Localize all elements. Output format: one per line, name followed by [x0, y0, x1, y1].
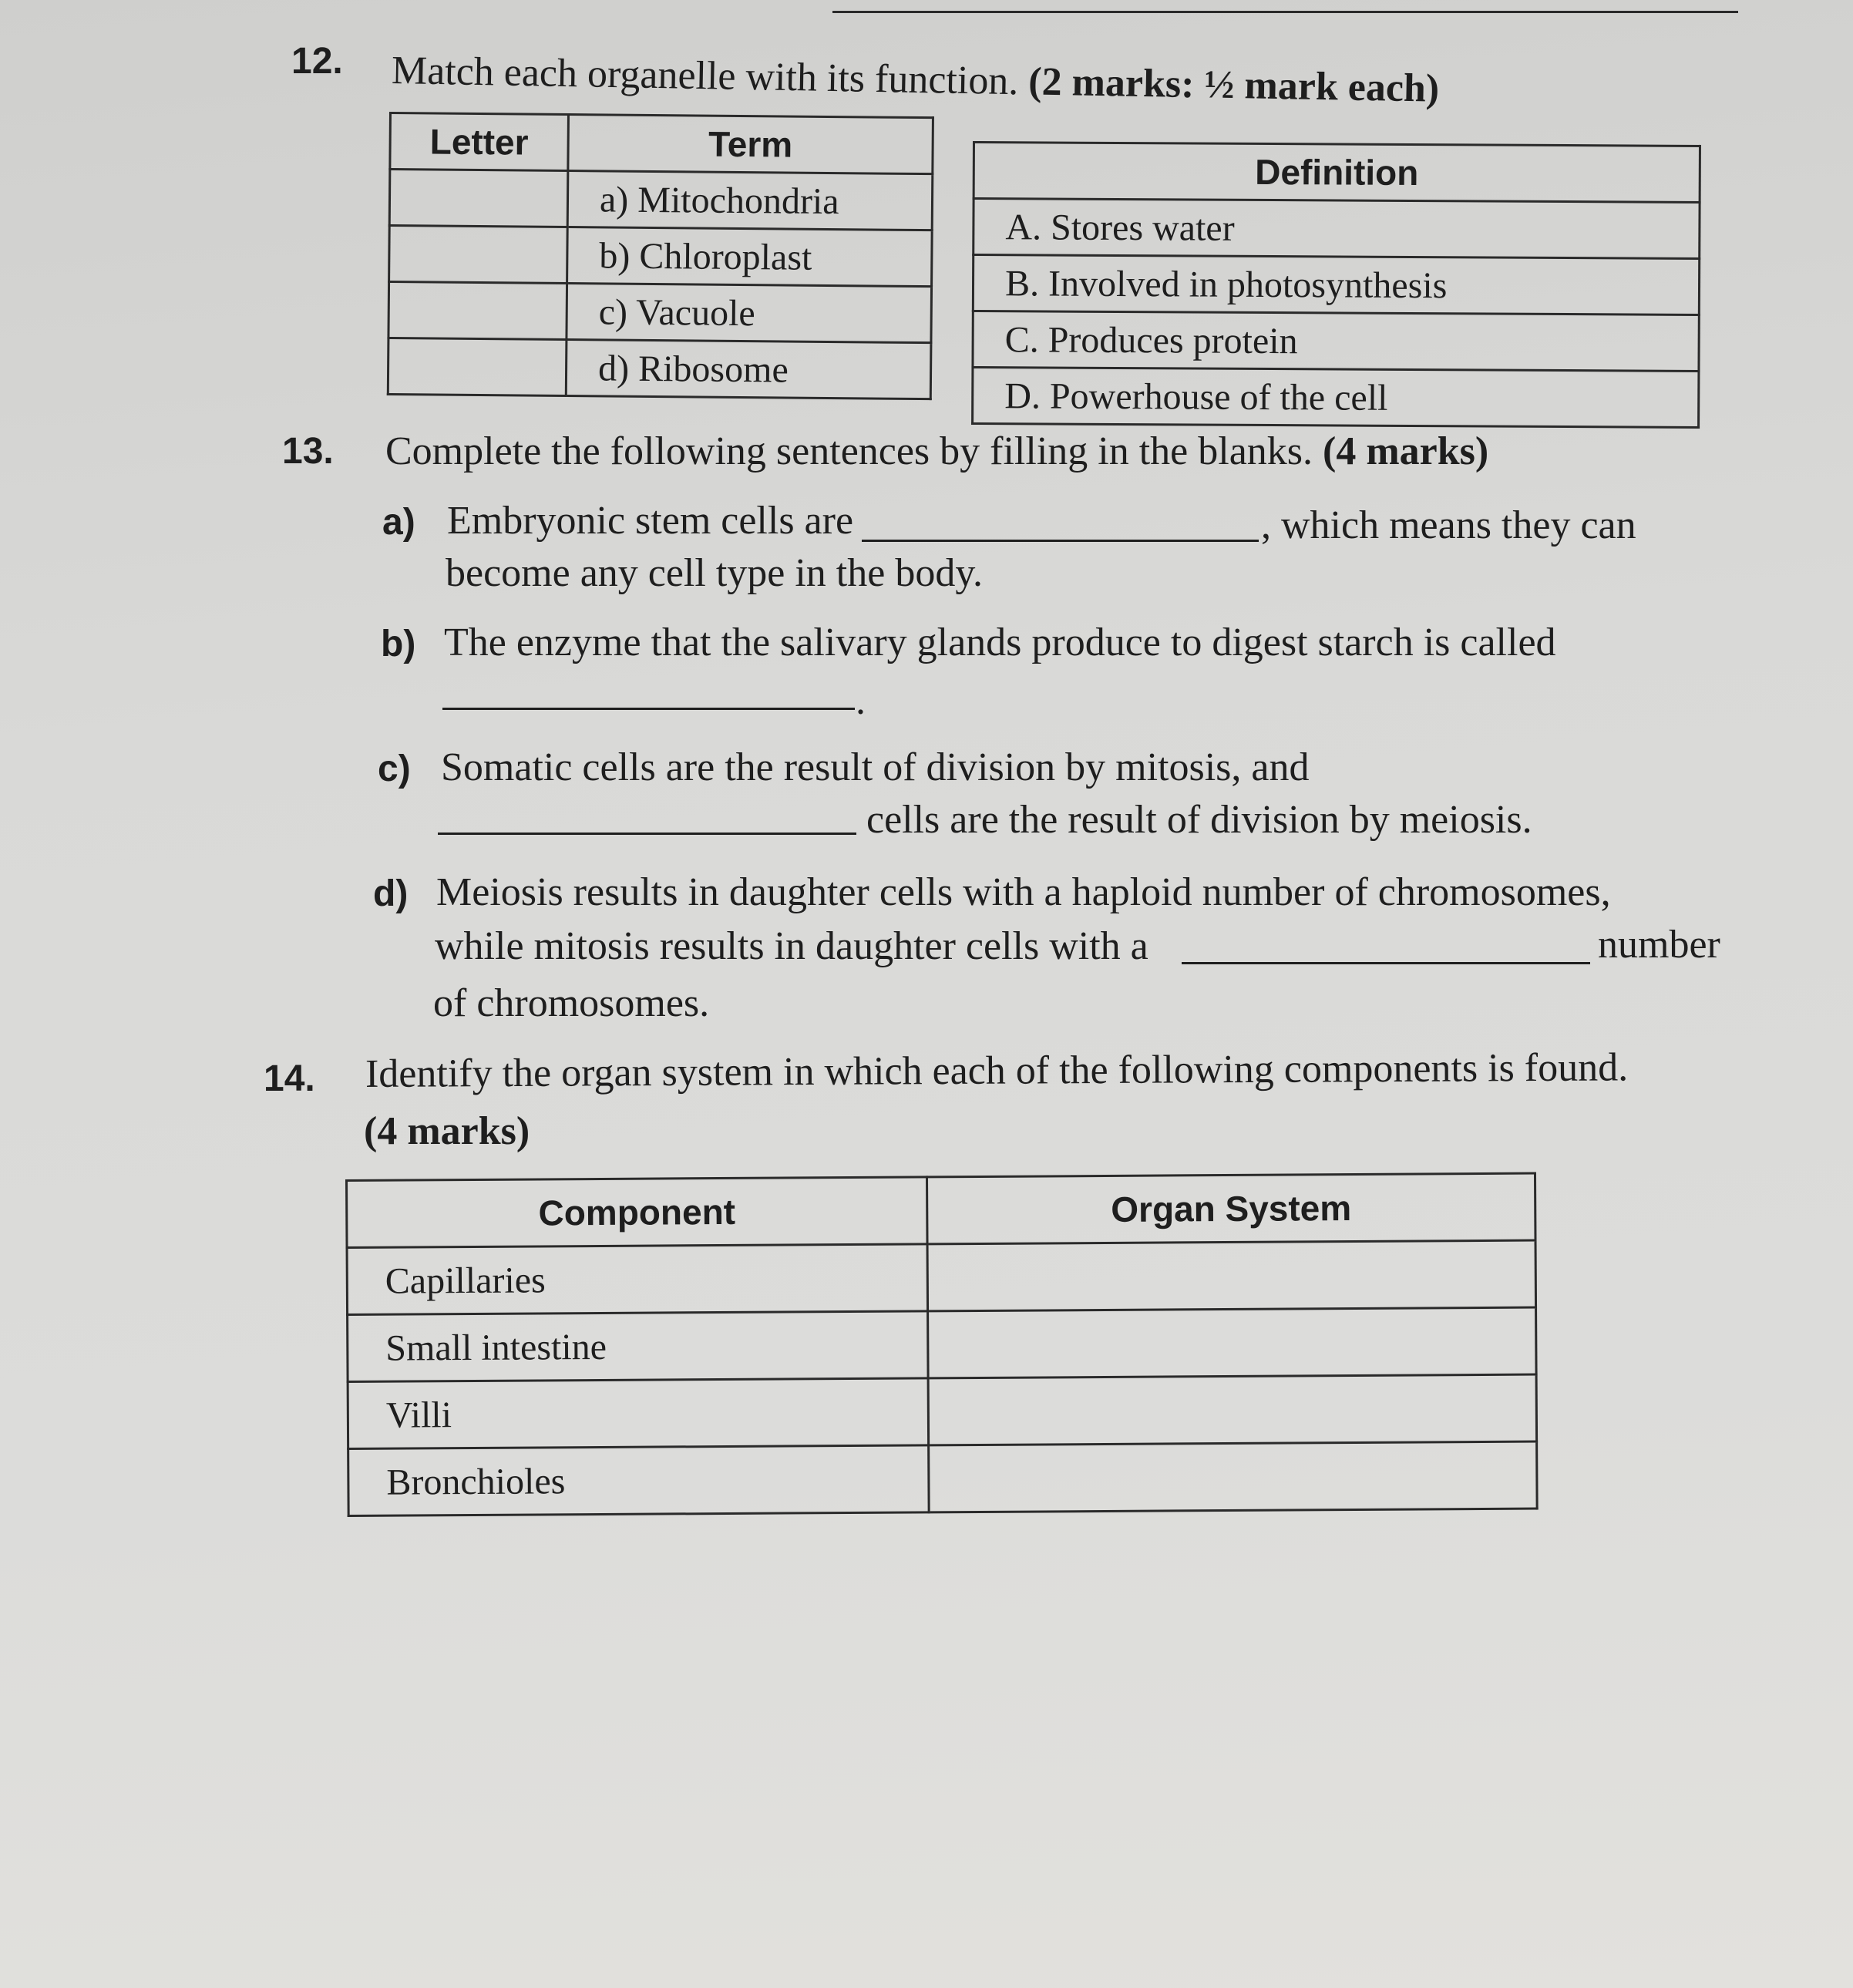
- q13c-label: c): [378, 748, 411, 789]
- q12-number: 12.: [291, 41, 343, 82]
- q14-number: 14.: [264, 1058, 315, 1099]
- q13d-line1: Meiosis results in daughter cells with a haploid number of chromosomes,: [436, 870, 1611, 914]
- letter-cell-c[interactable]: [388, 282, 567, 340]
- q12-definitions-table: [971, 141, 1701, 429]
- q13a-blank[interactable]: [862, 540, 1259, 542]
- letter-cell-a[interactable]: [389, 170, 568, 227]
- q13d-blank[interactable]: [1182, 962, 1590, 964]
- table-row: [348, 1307, 1537, 1381]
- table-row: [389, 226, 933, 287]
- definition-cell: C. Produces protein: [973, 311, 1699, 372]
- definition-cell: B. Involved in photosynthesis: [973, 255, 1699, 315]
- q13c-blank[interactable]: [438, 833, 856, 835]
- table-row: [348, 1374, 1537, 1448]
- q13b-label: b): [381, 624, 416, 664]
- table-row: [348, 1441, 1538, 1515]
- q13a-line1-before: Embryonic stem cells are: [447, 499, 854, 543]
- q13-prompt-text: Complete the following sentences by filling in the blanks.: [385, 429, 1313, 473]
- top-rule: [832, 11, 1738, 13]
- q12-definition-header: Definition: [974, 143, 1700, 203]
- term-cell: b) Chloroplast: [567, 227, 933, 287]
- organ-system-cell[interactable]: [928, 1374, 1537, 1445]
- q13-number: 13.: [282, 431, 334, 472]
- table-row: [388, 338, 931, 399]
- q13c-line1: Somatic cells are the result of division by mitosis, and: [441, 745, 1310, 789]
- q14-prompt: Identify the organ system in which each of the following components is found.: [365, 1045, 1629, 1096]
- organ-system-cell[interactable]: [927, 1240, 1536, 1311]
- q13a-label: a): [382, 502, 415, 543]
- q13b-blank[interactable]: [442, 708, 855, 710]
- q13d-line2-after: number: [1598, 923, 1720, 967]
- table-row: [388, 282, 932, 343]
- organ-system-cell[interactable]: [928, 1307, 1537, 1378]
- q12-marks: (2 marks: ½ mark each): [1027, 59, 1440, 111]
- letter-cell-b[interactable]: [389, 226, 568, 284]
- table-row: [347, 1240, 1536, 1314]
- component-cell: Small intestine: [348, 1311, 929, 1382]
- q13-marks: (4 marks): [1323, 429, 1489, 473]
- q13d-label: d): [373, 873, 409, 914]
- term-cell: d) Ribosome: [566, 340, 931, 399]
- q13b-end: .: [856, 679, 866, 723]
- q13b-line1: The enzyme that the salivary glands produce to digest starch is called: [444, 621, 1556, 664]
- q12-prompt-text: Match each organelle with its function.: [391, 49, 1019, 104]
- q13c-line2-after: cells are the result of division by meiosis.: [866, 798, 1532, 842]
- q13a-line1-after: , which means they can: [1261, 503, 1636, 547]
- q13-prompt: [385, 429, 1488, 474]
- organ-system-cell[interactable]: [929, 1441, 1538, 1512]
- q13d-line3: of chromosomes.: [433, 981, 710, 1025]
- table-row: [974, 199, 1700, 259]
- component-cell: Bronchioles: [348, 1445, 930, 1516]
- definition-cell: D. Powerhouse of the cell: [973, 368, 1699, 428]
- q14-component-header: Component: [347, 1177, 928, 1248]
- term-cell: c) Vacuole: [567, 284, 932, 343]
- letter-cell-d[interactable]: [388, 338, 567, 396]
- table-row: [973, 255, 1699, 315]
- q12-terms-table: [387, 112, 934, 400]
- q12-letter-header: Letter: [390, 113, 569, 171]
- component-cell: Capillaries: [347, 1244, 928, 1315]
- definition-cell: A. Stores water: [974, 199, 1700, 259]
- component-cell: Villi: [348, 1378, 929, 1449]
- q13a-line2: become any cell type in the body.: [446, 551, 983, 595]
- q12-term-header: Term: [568, 115, 933, 174]
- q12-prompt: [391, 48, 1439, 112]
- table-row: [389, 170, 933, 230]
- q14-marks: (4 marks): [364, 1109, 530, 1153]
- q14-table: [345, 1172, 1539, 1517]
- table-row: [973, 311, 1699, 372]
- term-cell: a) Mitochondria: [567, 171, 933, 230]
- q13d-line2-before: while mitosis results in daughter cells with a: [435, 924, 1148, 968]
- table-row: [973, 368, 1699, 428]
- q14-system-header: Organ System: [926, 1173, 1535, 1244]
